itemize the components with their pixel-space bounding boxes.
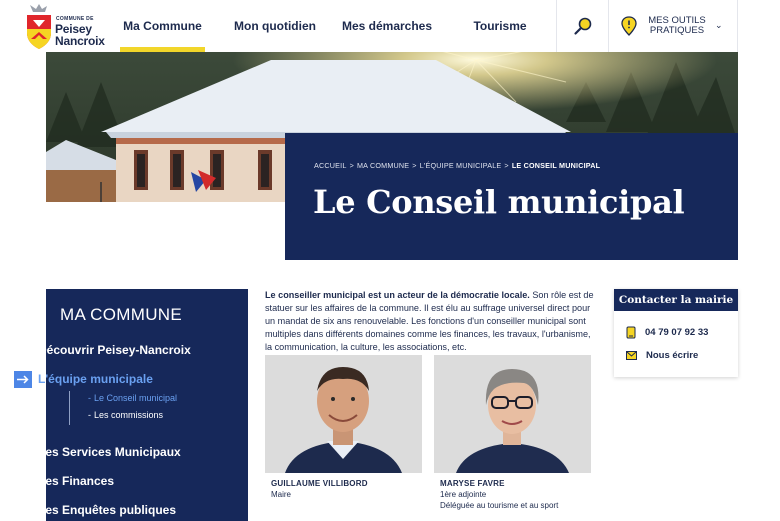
- chevron-down-icon: ⌄: [715, 20, 723, 30]
- member-role-detail: Déléguée au tourisme et au sport: [440, 501, 559, 510]
- sidebar-item-label: Les Enquêtes publiques: [38, 503, 177, 517]
- header-divider: [737, 0, 738, 52]
- sidebar-item-label: Les Services Municipaux: [38, 445, 181, 459]
- arrow-right-icon: [14, 371, 32, 388]
- member-photo: [265, 355, 422, 473]
- tools-label-line-1: MES OUTILS: [648, 15, 706, 26]
- search-button[interactable]: [557, 0, 608, 52]
- page-title: Le Conseil municipal: [313, 183, 685, 221]
- contact-phone-link[interactable]: [626, 325, 708, 339]
- arrow-right-icon: [14, 502, 32, 519]
- member-photo: [434, 355, 591, 473]
- breadcrumb: [314, 161, 600, 170]
- site-header: [0, 0, 780, 52]
- nav-ma-commune[interactable]: Ma Commune: [120, 0, 205, 52]
- tools-label-line-2: PRATIQUES: [649, 25, 705, 36]
- member-name: GUILLAUME VILLIBORD: [271, 479, 368, 488]
- info-pin-icon: [621, 16, 637, 36]
- arrow-right-icon: [14, 473, 32, 490]
- tools-menu[interactable]: [609, 0, 737, 52]
- contact-phone: 04 79 07 92 33: [645, 326, 709, 338]
- sidebar-item-label: Découvrir Peisey-Nancroix: [38, 343, 191, 357]
- breadcrumb-equipe-municipale[interactable]: L'ÉQUIPE MUNICIPALE: [419, 161, 502, 170]
- contact-title: Contacter la mairie: [614, 289, 738, 311]
- bullet: -: [88, 393, 91, 403]
- arrow-right-icon: [14, 444, 32, 461]
- sidebar-item-label: L'équipe municipale: [38, 372, 153, 386]
- member-role: Maire: [271, 490, 292, 499]
- member-card[interactable]: [434, 355, 591, 515]
- logo-prefix: COMMUNE DE: [56, 16, 94, 22]
- nav-mes-demarches[interactable]: Mes démarches: [341, 19, 433, 33]
- intro-lead: Le conseiller municipal est un acteur de la démocratie locale.: [265, 290, 530, 300]
- member-card[interactable]: [265, 355, 422, 515]
- sidebar-item-services-municipaux[interactable]: [14, 443, 181, 461]
- sidebar-title: MA COMMUNE: [60, 305, 182, 324]
- member-name: MARYSE FAVRE: [440, 479, 505, 488]
- contact-box: [614, 289, 738, 377]
- phone-icon: [626, 326, 636, 339]
- search-icon: [573, 16, 593, 36]
- nav-mon-quotidien[interactable]: Mon quotidien: [234, 19, 316, 33]
- sidebar-subitem-conseil-municipal[interactable]: [88, 393, 177, 403]
- tools-label: [645, 16, 709, 36]
- intro-paragraph: [265, 289, 598, 354]
- sidebar-subitem-label: Le Conseil municipal: [94, 393, 178, 403]
- bullet: -: [88, 410, 91, 420]
- logo-line-2: Nancroix: [55, 34, 105, 48]
- sidebar-item-finances[interactable]: [14, 472, 114, 490]
- sidebar-item-decouvrir[interactable]: [14, 341, 191, 359]
- sidebar-subitem-label: Les commissions: [94, 410, 164, 420]
- sidebar-item-label: Les Finances: [38, 474, 115, 488]
- commune-logo[interactable]: [24, 3, 114, 51]
- member-role: 1ère adjointe: [440, 490, 487, 499]
- breadcrumb-accueil[interactable]: ACCUEIL: [314, 161, 347, 170]
- envelope-icon: [626, 351, 637, 360]
- sidebar-item-equipe-municipale[interactable]: [14, 370, 153, 388]
- breadcrumb-current: LE CONSEIL MUNICIPAL: [511, 161, 601, 170]
- breadcrumb-separator: >: [504, 161, 509, 170]
- sidebar-item-enquetes-publiques[interactable]: [14, 501, 176, 519]
- breadcrumb-ma-commune[interactable]: MA COMMUNE: [356, 161, 410, 170]
- breadcrumb-separator: >: [349, 161, 354, 170]
- sidebar-subitem-commissions[interactable]: [88, 410, 163, 420]
- logo-line-1: Peisey: [55, 22, 92, 36]
- submenu-line: [69, 391, 70, 425]
- contact-email-label: Nous écrire: [646, 349, 699, 361]
- coat-of-arms-icon: [24, 3, 54, 51]
- hero-title-card: [285, 133, 738, 260]
- breadcrumb-separator: >: [412, 161, 417, 170]
- contact-email-link[interactable]: [626, 348, 698, 362]
- nav-tourisme[interactable]: Tourisme: [473, 19, 527, 33]
- intro-body: Son rôle est de statuer sur les affaires de la commune. Il est élu au suffrage universel direct pour un mandat de six ans renouvelable. Les fonctions d'un conseiller municipal sont multiples dans différents domaines comme les finances, les travaux, l'urbanisme, la communication, la culture, les associations, etc.: [265, 290, 594, 352]
- arrow-right-icon: [14, 342, 32, 359]
